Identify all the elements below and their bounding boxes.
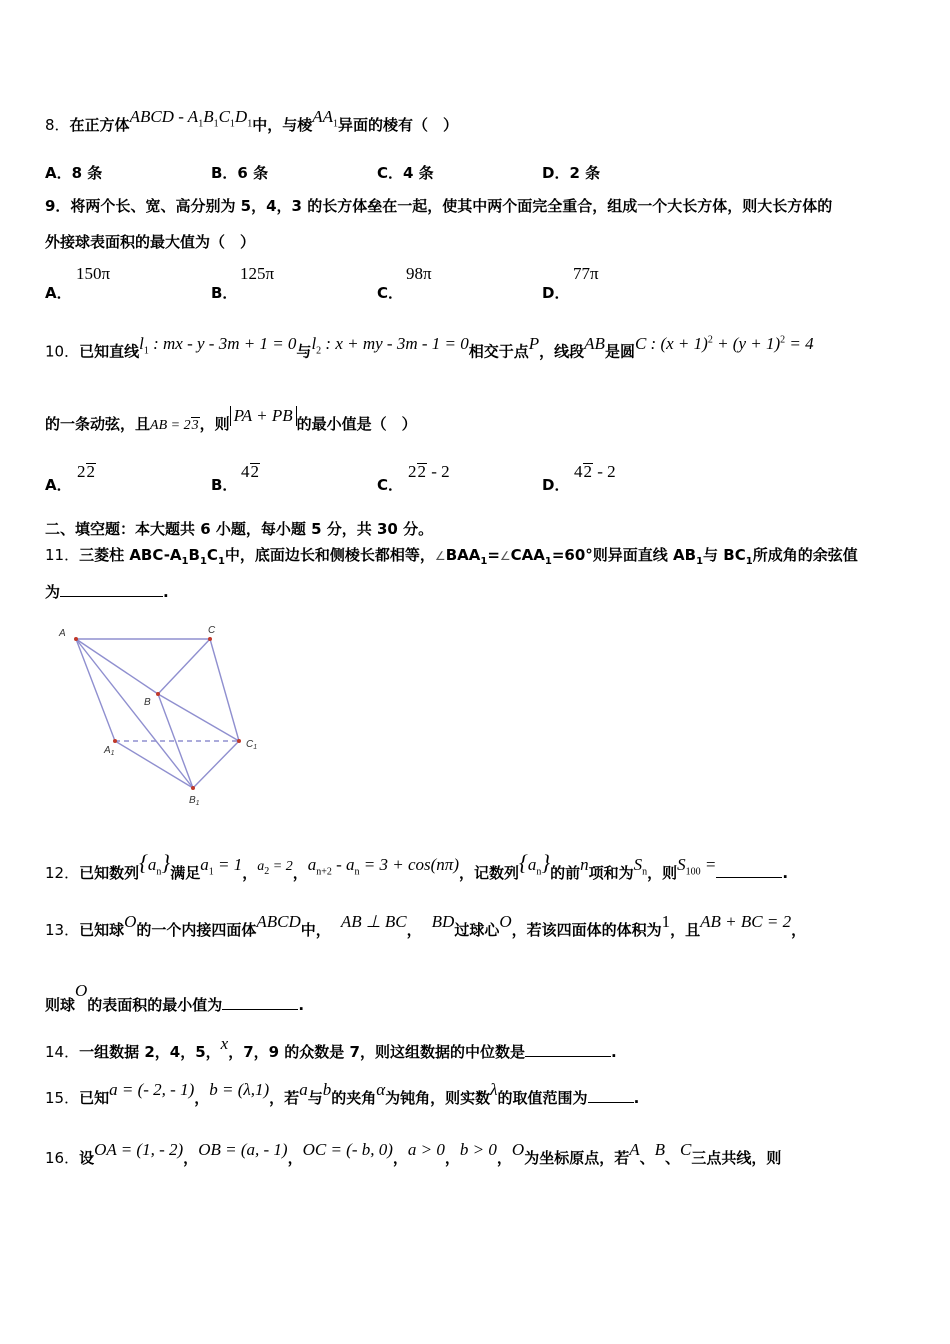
q10-text-6: 的一条动弦，且 — [45, 415, 151, 433]
q8-cube: ABCD - $A_1B_1C_1D_1$ — [129, 107, 253, 130]
q15-number: 15． — [45, 1089, 80, 1107]
q8-option-c: C．4 条 — [377, 164, 434, 182]
q8-option-b: B．6 条 — [211, 164, 269, 182]
q10-pa-pb: PA + PB — [230, 406, 297, 426]
q10-option-b-label: B． — [211, 476, 238, 494]
q10-line-l1: $l_1$ : mx - y - 3m + 1 = 0 — [139, 333, 297, 357]
q14-number: 14． — [45, 1043, 80, 1061]
q10-option-c-value: 22 - 2 — [408, 462, 450, 481]
vertex-b — [156, 692, 160, 696]
q13-answer-blank[interactable] — [222, 995, 298, 1010]
vertex-c1 — [237, 739, 241, 743]
q16-line: 16．设OA = (1, - 2)，OB = (a, - 1)，OC = (- b, 0)，a > 0，b > 0，O为坐标原点，若A、B、C三点共线，则 — [45, 1140, 782, 1167]
q11-answer-blank[interactable] — [60, 582, 163, 597]
edge-a-b1 — [76, 639, 193, 788]
vertex-b1 — [191, 786, 195, 790]
q8-number: 8． — [45, 116, 70, 134]
q8-text-2: 中，与棱 — [252, 116, 313, 134]
q9-option-a-label: A． — [45, 284, 72, 302]
label-b1: $B_1$ — [189, 795, 200, 807]
edge-a-b — [76, 639, 158, 694]
q10-option-b-value: 42 — [241, 462, 259, 481]
q11-line-2: 为 . — [45, 583, 169, 601]
q15-line: 15．已知a = (- 2, - 1)，b = (λ,1)，若a与b的夹角α为钝角，则实数λ的取值范围为 . — [45, 1080, 640, 1107]
q12-seq-an: $\{a_n\}$ — [139, 850, 171, 878]
q10-point-p: P — [528, 333, 540, 353]
q12-a1: $a_1 = 1$ — [200, 855, 243, 878]
edge-b-c1 — [158, 694, 239, 741]
q14-answer-blank[interactable] — [525, 1042, 611, 1057]
vertex-a — [74, 637, 78, 641]
q10-ab-length: AB = 23 — [150, 418, 199, 433]
q12-number: 12． — [45, 864, 80, 882]
label-c1: $C_1$ — [246, 739, 258, 751]
q12-line: 12．已知数列$\{a_n\}$满足$a_1 = 1$，$a_2 = 2$，$a_{n+2} - a_n = 3 + \cos(n\pi)$，记数列$\{a_n\}$的前n项和为$S_n$，则$S_{100}$ = . — [45, 850, 789, 882]
q9-option-b-value: 125π — [240, 264, 275, 283]
q13-number: 13． — [45, 921, 80, 939]
q10-text-8: 的最小值是（ ） — [296, 415, 417, 433]
q10-option-a-value: 22 — [77, 462, 95, 481]
q9-option-b-label: B． — [211, 284, 238, 302]
q10-text-2: 与 — [296, 342, 312, 361]
q10-segment-ab: AB — [584, 333, 605, 353]
q8-option-a: A．8 条 — [45, 164, 103, 182]
q10-text-5: 是圆 — [604, 342, 635, 361]
q8-text-3: 异面的棱有（ ） — [338, 116, 459, 134]
q12-s100: $S_{100}$ = — [677, 855, 717, 878]
q9-line-2: 外接球表面积的最大值为（ ） — [45, 233, 256, 251]
q10-option-d-value: 42 - 2 — [574, 462, 616, 481]
q16-number: 16． — [45, 1149, 80, 1167]
q10-number: 10． — [45, 342, 80, 361]
q12-seq-an-2: $\{a_n\}$ — [519, 850, 551, 878]
vertex-c — [208, 637, 212, 641]
q10-option-a-label: A． — [45, 476, 72, 494]
q10-line-l2: $l_2$ : x + my - 3m - 1 = 0 — [311, 333, 469, 357]
q10-text-7: ，则 — [199, 415, 230, 433]
q13-line-2: 则球O的表面积的最小值为 . — [45, 981, 305, 1014]
q9-option-d-value: 77π — [573, 264, 599, 283]
q8-line — [45, 107, 459, 142]
edge-c-b — [158, 639, 210, 694]
q8-text-1: 在正方体 — [69, 116, 130, 134]
edge-a-a1 — [76, 639, 115, 741]
q11-prism-figure — [50, 620, 280, 810]
q10-text-4: ，线段 — [539, 342, 585, 361]
q11-line-1: 11．三菱柱 ABC-$A_1B_1C_1$中，底面边长和侧棱长都相等，$\angle BAA_1=\angle CAA_1=60^\circ$则异面直线 $AB_1$与 $BC_1$所成角的余弦值 — [45, 546, 858, 567]
q10-circle-eq: C : $(x + 1)^2 + (y + 1)^2 = 4$ — [634, 333, 814, 353]
edge-a1-b1 — [115, 741, 193, 788]
q9-option-d-label: D． — [542, 284, 570, 302]
q10-text-3: 相交于点 — [468, 342, 529, 361]
q15-answer-blank[interactable] — [588, 1088, 634, 1103]
label-b: B — [144, 697, 151, 708]
q10-line-1 — [45, 333, 814, 369]
edge-b1-c1 — [193, 741, 239, 788]
q10-text-1: 已知直线 — [79, 342, 140, 361]
q8-edge: $AA_1$ — [312, 107, 338, 130]
q10-line-2 — [45, 406, 417, 436]
label-a1: $A_1$ — [104, 745, 115, 757]
q12-answer-blank[interactable] — [716, 863, 782, 878]
q9-line-1: 9．将两个长、宽、高分别为 5，4，3 的长方体垒在一起，使其中两个面完全重合，组成一个大长方体，则大长方体的 — [45, 197, 833, 215]
label-c: C — [208, 625, 216, 636]
q12-sn: $S_n$ — [633, 855, 648, 878]
label-a: A — [59, 628, 66, 639]
section2-heading: 二、填空题：本大题共 6 小题，每小题 5 分，共 30 分。 — [45, 520, 434, 538]
q9-option-a-value: 150π — [76, 264, 111, 283]
vertex-a1 — [113, 739, 117, 743]
q10-option-d-label: D． — [542, 476, 570, 494]
q13-line-1: 13．已知球O的一个内接四面体ABCD中， AB ⊥ BC， BD过球心O，若该四面体的体积为1，且AB + BC = 2， — [45, 912, 807, 939]
q12-recurrence: $a_{n+2} - a_n = 3 + \cos(n\pi)$ — [307, 855, 459, 878]
q11-number: 11． — [45, 546, 80, 564]
q9-option-c-value: 98π — [406, 264, 432, 283]
q14-line: 14．一组数据 2，4，5，x，7，9 的众数是 7，则这组数据的中位数是 . — [45, 1034, 617, 1061]
q8-option-d: D．2 条 — [542, 164, 601, 182]
q10-option-c-label: C． — [377, 476, 404, 494]
q9-option-c-label: C． — [377, 284, 404, 302]
edge-c-c1 — [210, 639, 239, 741]
q12-a2: $a_2 = 2$ — [257, 859, 293, 877]
